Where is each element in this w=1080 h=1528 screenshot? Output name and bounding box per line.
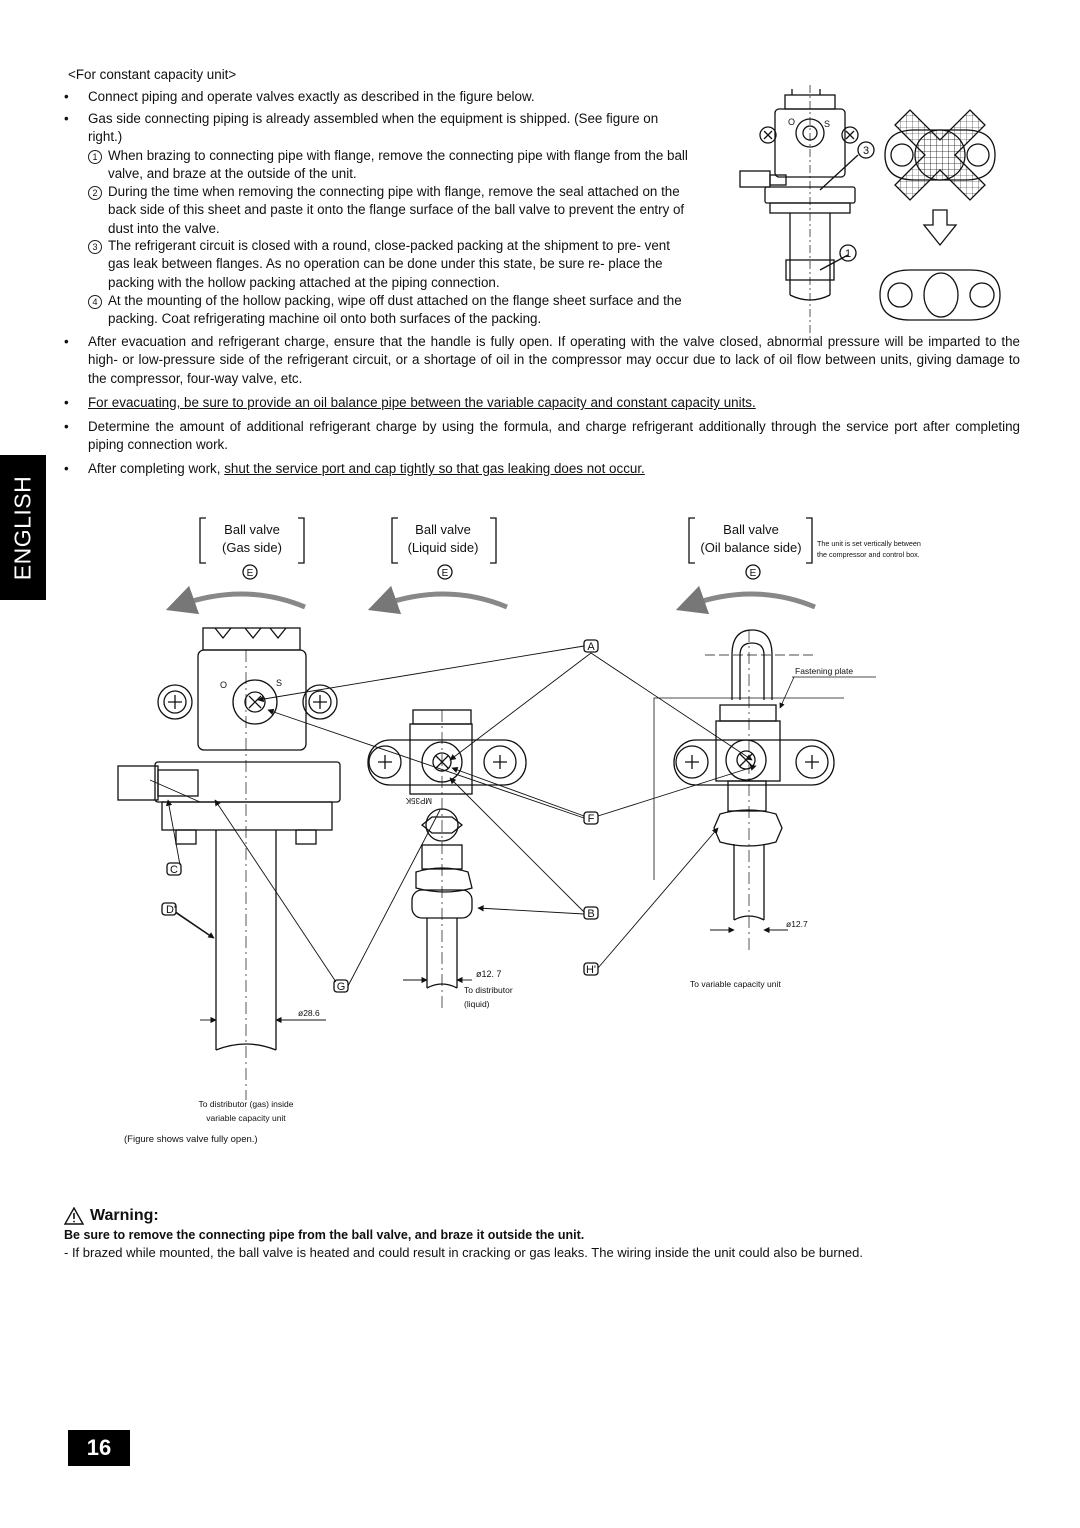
warning-detail: - If brazed while mounted, the ball valve is heated and could result in cracking or gas leaks. The wiring inside the unit could also be burned.: [64, 1245, 863, 1260]
label-c: C: [170, 864, 178, 876]
step-number: 1: [88, 150, 102, 164]
bullet-text: After completing work,: [88, 461, 225, 476]
oil-valve-marker: E: [749, 568, 757, 579]
to-distributor-label: To distributor: [464, 985, 513, 995]
gas-valve-marker: E: [246, 568, 254, 579]
warning-icon: [64, 1207, 84, 1225]
liquid-valve-marker: E: [441, 568, 449, 579]
bullet-mark: •: [64, 334, 69, 349]
svg-text:S: S: [276, 678, 283, 688]
dimension-gas: [200, 1008, 326, 1020]
open-direction-arrow: [382, 594, 507, 607]
gas-valve-drawing: [118, 628, 340, 1100]
section-heading: <For constant capacity unit>: [68, 67, 237, 82]
language-tab-label: ENGLISH: [9, 475, 36, 580]
bullet-mark: •: [64, 419, 69, 434]
warning-title: Warning:: [90, 1207, 159, 1224]
step-text: The refrigerant circuit is closed with a round, close-packed packing at the shipment to pre- vent gas leak between flanges. As no operation can be done under this state, be sure re- place the packing with the hollow packing attached at the piping connection.: [108, 238, 670, 290]
bullet-text: Connect piping and operate valves exactly as described in the figure below.: [88, 89, 535, 104]
liquid-valve-side: (Liquid side): [407, 540, 479, 555]
step-3: [88, 237, 694, 292]
bullet-charge: [64, 418, 1020, 455]
warning-bold-line: Be sure to remove the connecting pipe from the ball valve, and braze it outside the unit.: [64, 1228, 585, 1242]
bullet-mark: •: [64, 111, 69, 126]
figure-caption: (Figure shows valve fully open.): [124, 1134, 258, 1145]
label-g: G: [336, 981, 346, 993]
liquid-label: (liquid): [464, 999, 490, 1009]
dimension-liquid-value: ø12. 7: [476, 969, 502, 979]
valve-letter-o: O: [788, 117, 796, 127]
fastening-plate-label: Fastening plate: [795, 666, 854, 676]
gas-destination-line2: variable capacity unit: [206, 1113, 286, 1123]
flange-packing-figure: [720, 85, 1020, 340]
oil-valve-note-line1: The unit is set vertically between: [817, 539, 921, 548]
language-tab: [0, 455, 46, 600]
step-number: 3: [88, 240, 102, 254]
dimension-gas-value: ø28.6: [298, 1008, 320, 1018]
bullet-mark: •: [64, 461, 69, 476]
gas-valve-heading: [200, 518, 304, 579]
liquid-valve-heading: [392, 518, 496, 579]
label-b: B: [587, 908, 595, 920]
dimension-oil: [690, 919, 808, 989]
step-text: When brazing to connecting pipe with flange, remove the connecting pipe with flange from the ball valve, and braze at the outside of the unit.: [108, 148, 688, 182]
svg-text:O: O: [220, 680, 228, 690]
oil-valve-heading: [689, 518, 921, 579]
bullet-evacuation: [64, 333, 1020, 388]
step-2: [88, 183, 694, 238]
liquid-valve-drawing: [368, 710, 526, 1010]
ball-valve-diagram: [100, 510, 980, 1150]
warning-block: [64, 1207, 1024, 1260]
step-1: [88, 147, 694, 184]
label-h: H': [585, 964, 597, 976]
bullet-text-underlined: shut the service port and cap tightly so that gas leaking does not occur.: [224, 461, 645, 476]
bullet-text: Gas side connecting piping is already assembled when the equipment is shipped. (See figure on right.): [88, 111, 659, 145]
bullet-gas-side: [64, 110, 694, 147]
callout-3: 3: [863, 145, 870, 157]
bullet-text: For evacuating, be sure to provide an oil balance pipe between the variable capacity and constant capacity units.: [88, 395, 756, 410]
liquid-valve-title: Ball valve: [415, 522, 471, 537]
dimension-oil-value: ø12.7: [786, 919, 808, 929]
bullet-text: Determine the amount of additional refrigerant charge by using the formula, and charge refrigerant additionally through the service port after completing piping connection work.: [88, 419, 1020, 453]
valve-letter-s: S: [824, 119, 831, 129]
page-number: 16: [68, 1430, 130, 1466]
dimension-liquid: [403, 969, 513, 1009]
open-direction-arrow: [180, 594, 305, 607]
open-direction-arrow: [690, 594, 815, 607]
oil-valve-title: Ball valve: [723, 522, 779, 537]
step-number: 2: [88, 186, 102, 200]
label-a: A: [587, 641, 595, 653]
oil-valve-side: (Oil balance side): [700, 540, 802, 555]
bullet-mark: •: [64, 395, 69, 410]
gas-valve-side: (Gas side): [222, 540, 282, 555]
bullet-after-work: [64, 460, 1020, 478]
oil-valve-note-line2: the compressor and control box.: [817, 550, 920, 559]
to-variable-label: To variable capacity unit: [690, 979, 781, 989]
bullet-connect: [64, 88, 704, 106]
oil-valve-drawing: [654, 630, 844, 950]
step-4: [88, 292, 694, 329]
step-text: During the time when removing the connecting pipe with flange, remove the seal attached on the back side of this sheet and paste it onto the flange surface of the ball valve to prevent the entry of dust into the valve.: [108, 184, 685, 236]
liquid-valve-marking: MP35K: [405, 796, 432, 805]
label-f: F: [587, 813, 595, 825]
label-d: D': [165, 904, 177, 916]
diagram-labels: [162, 640, 598, 993]
step-text: At the mounting of the hollow packing, wipe off dust attached on the flange sheet surface and the packing. Coat refrigerating machine oil onto both surfaces of the packing.: [108, 293, 682, 327]
leader-lines: [150, 646, 756, 986]
bullet-text: After evacuation and refrigerant charge, ensure that the handle is fully open. If operating with the valve closed, abnormal pressure will be imparted to the high- or low-pressure side of the refrigerant circuit, or a shortage of oil in the compressor may occur due to lack of oil flow between units, giving damage to the compressor, four-way valve, etc.: [88, 334, 1020, 386]
bullet-mark: •: [64, 89, 69, 104]
callout-1: 1: [845, 248, 852, 260]
gas-destination-line1: To distributor (gas) inside: [198, 1099, 294, 1109]
step-number: 4: [88, 295, 102, 309]
gas-valve-title: Ball valve: [224, 522, 280, 537]
bullet-oil-balance: [64, 394, 1020, 412]
